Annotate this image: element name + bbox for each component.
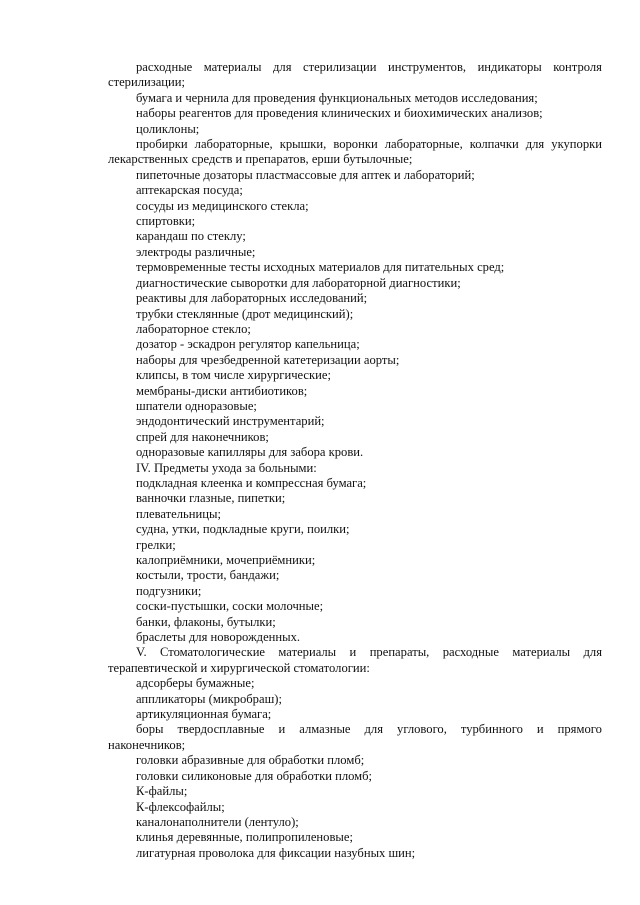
text-line: адсорберы бумажные;: [136, 676, 255, 691]
text-line: грелки;: [136, 537, 176, 552]
text-line: реактивы для лабораторных исследований;: [136, 291, 368, 306]
text-line: шпатели одноразовые;: [136, 398, 257, 413]
text-line: сосуды из медицинского стекла;: [136, 198, 309, 213]
text-line: эндодонтический инструментарий;: [136, 414, 325, 429]
text-line: лигатурная проволока для фиксации назубных шин;: [136, 845, 416, 860]
text-line: клипсы, в том числе хирургические;: [136, 368, 331, 383]
word: материалы: [203, 60, 262, 74]
word: лабораторные,: [194, 137, 273, 152]
text-line: стерилизации;: [108, 75, 186, 90]
word: лабораторные,: [384, 137, 463, 152]
word: алмазные: [299, 722, 351, 737]
text-line: карандаш по стеклу;: [136, 229, 246, 244]
text-line: дозатор - эскадрон регулятор капельница;: [136, 337, 360, 352]
word: индикаторы: [477, 60, 542, 74]
document-page: [108, 60, 602, 861]
text-line: соски-пустышки, соски молочные;: [136, 599, 324, 614]
text-line: подгузники;: [136, 583, 202, 598]
text-line: [108, 645, 602, 660]
text-line: артикуляционная бумага;: [136, 707, 272, 722]
text-line: банки, флаконы, бутылки;: [136, 614, 276, 629]
text-line: одноразовые капилляры для забора крови.: [136, 445, 364, 460]
word: инструментов,: [388, 60, 467, 74]
word: углового,: [397, 722, 447, 737]
word: расходные: [442, 645, 499, 660]
text-line: судна, утки, подкладные круги, поилки;: [136, 522, 350, 537]
text-line: костыли, трости, бандажи;: [136, 568, 280, 583]
word: турбинного: [460, 722, 523, 737]
text-line: мембраны-диски антибиотиков;: [136, 383, 308, 398]
text-line: терапевтической и хирургической стоматологии:: [108, 660, 370, 675]
text-line: пипеточные дозаторы пластмассовые для аптек и лабораторий;: [136, 167, 475, 182]
text-line: лекарственных средств и препаратов, ерши бутылочные;: [108, 152, 413, 167]
word: и: [536, 722, 544, 737]
word: контроля: [553, 60, 602, 74]
word: боры: [136, 722, 164, 737]
word: твердосплавные: [177, 722, 265, 737]
text-line: каналонаполнители (лентуло);: [136, 814, 299, 829]
word: прямого: [557, 722, 602, 737]
text-line: [108, 60, 602, 75]
text-line: аптекарская посуда;: [136, 183, 243, 198]
text-line: спиртовки;: [136, 214, 196, 229]
text-line: головки абразивные для обработки пломб;: [136, 753, 365, 768]
word: для: [273, 60, 292, 74]
word: для: [364, 722, 384, 737]
word: V.: [136, 645, 147, 660]
word: крышки,: [279, 137, 327, 152]
text-line: подкладная клеенка и компрессная бумага;: [136, 475, 367, 490]
text-line: спрей для наконечников;: [136, 429, 269, 444]
word: Стоматологические: [160, 645, 266, 660]
text-line: браслеты для новорожденных.: [136, 630, 301, 645]
text-line: аппликаторы (микробраш);: [136, 691, 282, 706]
word: воронки: [333, 137, 378, 152]
word: пробирки: [136, 137, 188, 152]
word: препараты,: [369, 645, 430, 660]
text-line: цоликлоны;: [136, 121, 200, 136]
text-line: IV. Предметы ухода за больными:: [136, 460, 317, 475]
text-line: термовременные тесты исходных материалов для питательных сред;: [136, 260, 505, 275]
text-line: К-флексофайлы;: [136, 799, 225, 814]
word: и: [349, 645, 357, 660]
text-line: ванночки глазные, пипетки;: [136, 491, 286, 506]
word: стерилизации: [303, 60, 377, 74]
text-line: наконечников;: [108, 737, 186, 752]
text-line: [108, 722, 602, 737]
text-line: диагностические сыворотки для лабораторной диагностики;: [136, 275, 461, 290]
word: укупорки: [551, 137, 602, 152]
text-line: наборы реагентов для проведения клинических и биохимических анализов;: [136, 106, 543, 121]
word: колпачки: [469, 137, 519, 152]
text-line: К-файлы;: [136, 784, 188, 799]
word: для: [525, 137, 545, 152]
text-line: головки силиконовые для обработки пломб;: [136, 768, 373, 783]
text-line: клинья деревянные, полипропиленовые;: [136, 830, 353, 845]
text-line: наборы для чрезбедренной катетеризации аорты;: [136, 352, 400, 367]
word: материалы: [512, 645, 571, 660]
text-line: калоприёмники, мочеприёмники;: [136, 553, 316, 567]
word: материалы: [278, 645, 337, 660]
text-line: лабораторное стекло;: [136, 321, 251, 336]
text-line: бумага и чернила для проведения функциональных методов исследования;: [136, 90, 538, 105]
text-line: электроды различные;: [136, 244, 256, 259]
text-line: [108, 137, 602, 152]
text-line: трубки стеклянные (дрот медицинский);: [136, 306, 354, 321]
word: для: [583, 645, 602, 660]
word: расходные: [136, 60, 193, 74]
text-line: плевательницы;: [136, 506, 221, 521]
word: и: [278, 722, 286, 737]
